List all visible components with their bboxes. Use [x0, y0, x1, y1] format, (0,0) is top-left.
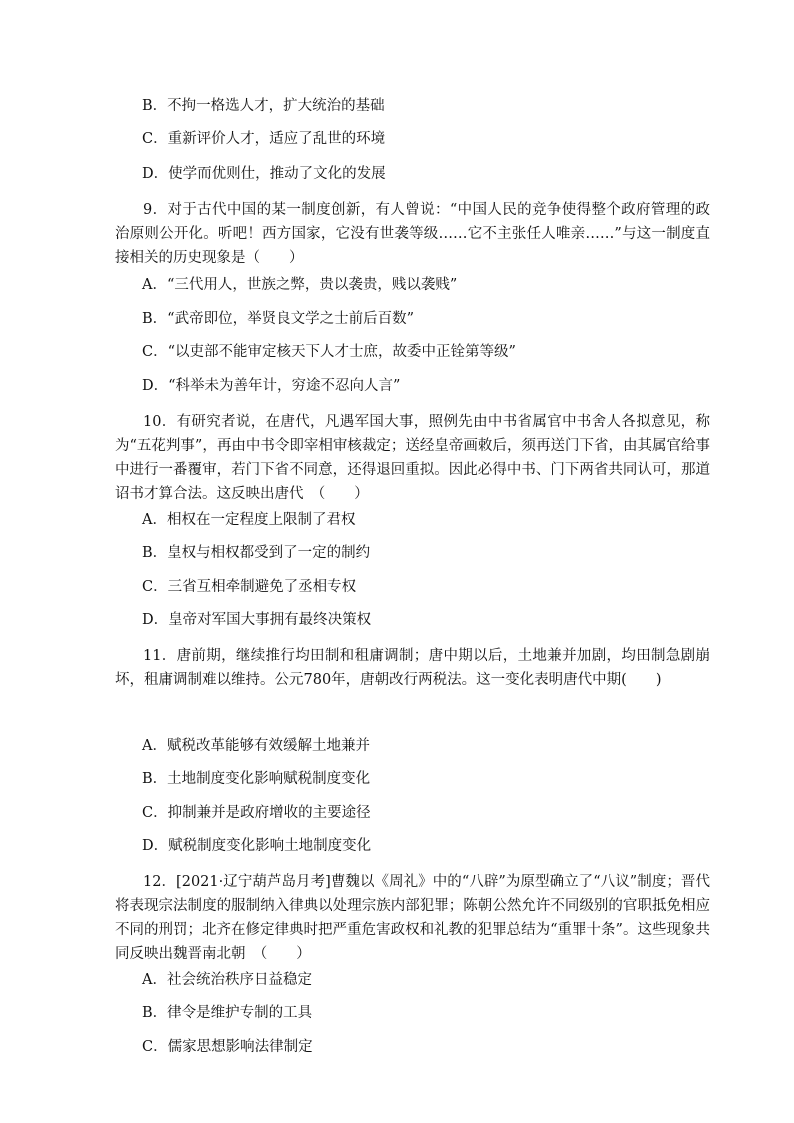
q10-option-d[interactable]: D．皇帝对军国大事拥有最终决策权: [142, 612, 372, 628]
q11-option-d[interactable]: D．赋税制度变化影响土地制度变化: [142, 838, 372, 854]
question-11-stem: 11．唐前期，继续推行均田制和租庸调制；唐中期以后，土地兼并加剧，均田制急剧崩坏，租庸调制难以维持。公元780年，唐朝改行两税法。这一变化表明唐代中期( ): [115, 648, 710, 688]
q11-option-b[interactable]: B．土地制度变化影响赋税制度变化: [142, 771, 371, 787]
q12-option-c[interactable]: C．儒家思想影响法律制定: [142, 1039, 313, 1055]
q9-option-c[interactable]: C．“以吏部不能审定核天下人才士庶，故委中正铨第等级”: [142, 344, 516, 360]
q10-option-a[interactable]: A．相权在一定程度上限制了君权: [142, 512, 356, 528]
q10-option-c[interactable]: C．三省互相牵制避免了丞相专权: [142, 579, 357, 595]
q12-option-a[interactable]: A．社会统治秩序日益稳定: [142, 972, 312, 988]
option-b-prev[interactable]: B．不拘一格选人才，扩大统治的基础: [142, 98, 385, 114]
option-c-prev[interactable]: C．重新评价人才，适应了乱世的环境: [142, 131, 386, 147]
q10-option-b[interactable]: B．皇权与相权都受到了一定的制约: [142, 545, 371, 561]
q9-option-b[interactable]: B．“武帝即位，举贤良文学之士前后百数”: [142, 311, 414, 327]
q11-option-a[interactable]: A．赋税改革能够有效缓解土地兼并: [142, 738, 370, 754]
q11-option-c[interactable]: C．抑制兼并是政府增收的主要途径: [142, 805, 371, 821]
question-12-stem: 12．[2021·辽宁葫芦岛月考]曹魏以《周礼》中的“八辟”为原型确立了“八议”制度；晋代将表现宗法制度的服制纳入律典以处理宗族内部犯罪；陈朝公然允许不同级别的官职抵免相应不同的刑罚；北齐在修定律典时把严重危害政权和礼教的犯罪总结为“重罪十条”。这些现象共同反映出魏晋南北朝 （ ）: [115, 874, 710, 962]
question-10-stem: 10．有研究者说，在唐代，凡遇军国大事，照例先由中书省属官中书舍人各拟意见，称为“五花判事”，再由中书令即宰相审核裁定；送经皇帝画敕后，须再送门下省，由其属官给事中进行一番覆审，若门下省不同意，还得退回重拟。因此必得中书、门下两省共同认可，那道诏书才算合法。这反映出唐代 （ ）: [115, 414, 710, 502]
option-d-prev[interactable]: D．使学而优则仕，推动了文化的发展: [142, 166, 386, 182]
q12-option-b[interactable]: B．律令是维护专制的工具: [142, 1005, 313, 1021]
question-9-stem: 9．对于古代中国的某一制度创新，有人曾说：“中国人民的竞争使得整个政府管理的政治原则公开化。听吧！西方国家，它没有世袭等级……它不主张任人唯亲……”与这一制度直接相关的历史现象是（ ）: [115, 202, 710, 266]
q9-option-d[interactable]: D．“科举未为善年计，穷途不忍向人言”: [142, 378, 401, 394]
q9-option-a[interactable]: A．“三代用人，世族之弊，贵以袭贵，贱以袭贱”: [142, 277, 458, 293]
